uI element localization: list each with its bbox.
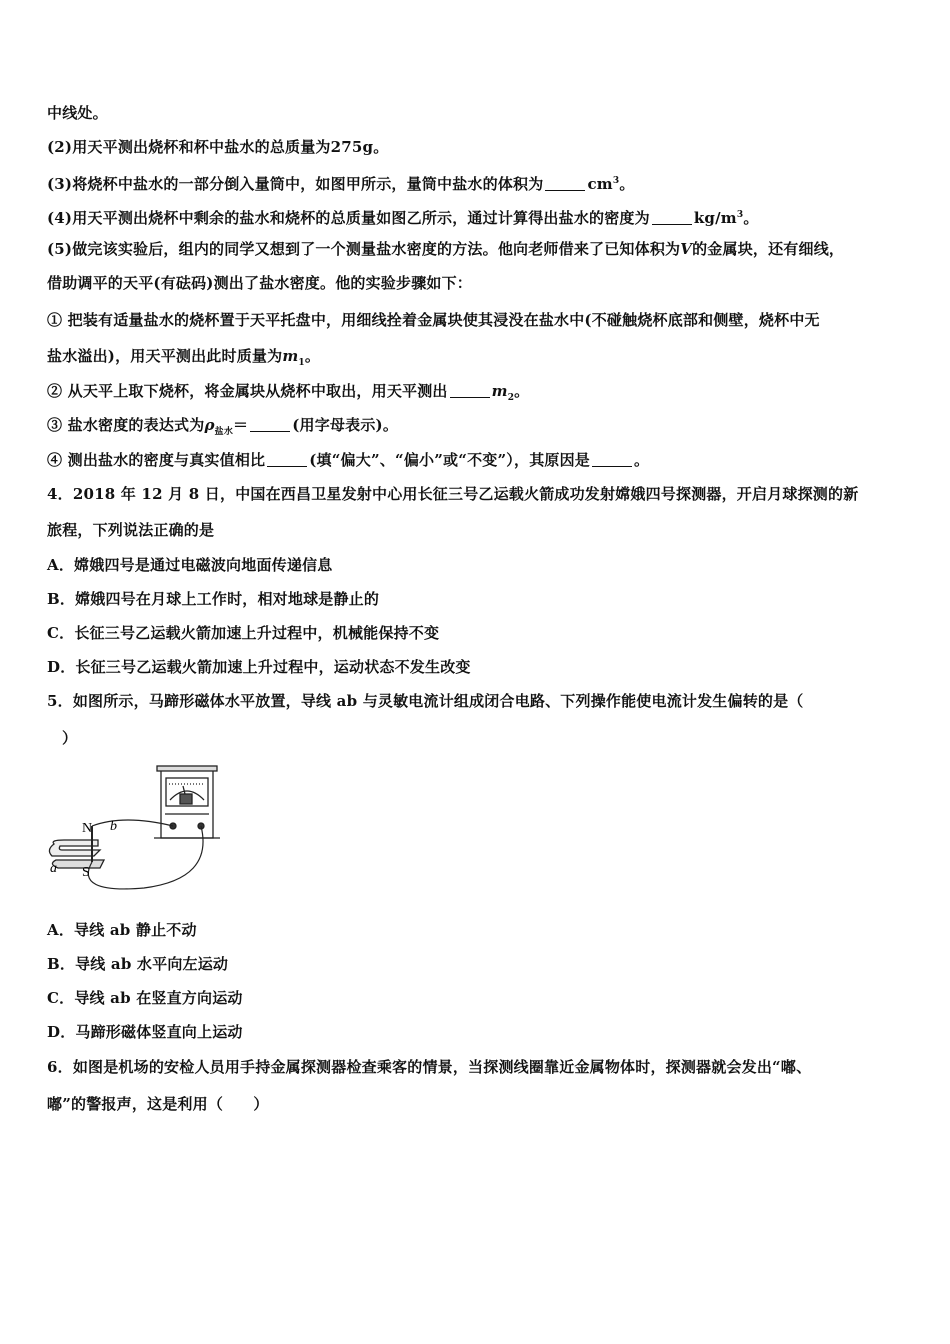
- question-4-stem: 4．2018 年 12 月 8 日，中国在西昌卫星发射中心用长征三号乙运载火箭成功发射嫦娥四号探测器，开启月球探测的新: [47, 485, 859, 503]
- answer-blank[interactable]: [450, 383, 490, 398]
- wire-icon: [88, 826, 203, 889]
- text-line: ④ 测出盐水的密度与真实值相比 (填“偏大”、“偏小”或“不变”），其原因是 。: [47, 451, 650, 469]
- option-b[interactable]: B．嫦娥四号在月球上工作时，相对地球是静止的: [47, 590, 380, 608]
- galvanometer-icon: [154, 766, 220, 838]
- text-line: 嘟”的警报声，这是利用（ ）: [47, 1095, 269, 1113]
- text-line: 旅程，下列说法正确的是: [47, 521, 215, 539]
- answer-blank[interactable]: [592, 452, 632, 467]
- option-c[interactable]: C．长征三号乙运载火箭加速上升过程中，机械能保持不变: [47, 624, 440, 642]
- label-n: N: [82, 821, 93, 836]
- option-a[interactable]: A．导线 ab 静止不动: [47, 921, 197, 939]
- label-a: a: [50, 861, 57, 876]
- option-b[interactable]: B．导线 ab 水平向左运动: [47, 955, 229, 973]
- text-line: 借助调平的天平(有砝码)测出了盐水密度。他的实验步骤如下：: [47, 274, 472, 292]
- text-line: (4)用天平测出烧杯中剩余的盐水和烧杯的总质量如图乙所示，通过计算得出盐水的密度为 $kg/m^3$。: [47, 209, 759, 227]
- question-6-stem: 6．如图是机场的安检人员用手持金属探测器检查乘客的情景，当探测线圈靠近金属物体时，探测器就会发出“嘟、: [47, 1058, 812, 1076]
- magnet-galvanometer-figure: [44, 764, 234, 894]
- text-line: (5)做完该实验后，组内的同学又想到了一个测量盐水密度的方法。他向老师借来了已知体积为V的金属块，还有细线，: [47, 240, 845, 258]
- label-s: S: [82, 865, 90, 880]
- text-line: (2)用天平测出烧杯和杯中盐水的总质量为275g。: [47, 138, 389, 156]
- option-d[interactable]: D．马蹄形磁体竖直向上运动: [47, 1023, 243, 1041]
- horseshoe-magnet-icon: [49, 826, 104, 868]
- answer-blank[interactable]: [652, 210, 692, 225]
- answer-blank[interactable]: [545, 176, 585, 191]
- text-line: 盐水溢出)，用天平测出此时质量为$m_1$。: [47, 347, 321, 368]
- text-line: ）: [62, 729, 78, 747]
- option-c[interactable]: C．导线 ab 在竖直方向运动: [47, 989, 243, 1007]
- text-line: ③ 盐水密度的表达式为$\rho_{盐水}=$ (用字母表示)。: [47, 416, 399, 437]
- question-5-stem: 5．如图所示，马蹄形磁体水平放置，导线 ab 与灵敏电流计组成闭合电路、下列操作能使电流计发生偏转的是（: [47, 692, 804, 710]
- answer-blank[interactable]: [250, 417, 290, 432]
- text-line: 中线处。: [47, 104, 108, 122]
- text-line: (3)将烧杯中盐水的一部分倒入量筒中，如图甲所示，量筒中盐水的体积为 $cm^3$。: [47, 175, 635, 193]
- answer-blank[interactable]: [267, 452, 307, 467]
- option-a[interactable]: A．嫦娥四号是通过电磁波向地面传递信息: [47, 556, 333, 574]
- label-b: b: [110, 819, 117, 834]
- text-line: ① 把装有适量盐水的烧杯置于天平托盘中，用细线拴着金属块使其浸没在盐水中(不碰触烧杯底部和侧壁，烧杯中无: [47, 311, 820, 329]
- text-line: ② 从天平上取下烧杯，将金属块从烧杯中取出，用天平测出 $m_2$。: [47, 382, 530, 403]
- option-d[interactable]: D．长征三号乙运载火箭加速上升过程中，运动状态不发生改变: [47, 658, 471, 676]
